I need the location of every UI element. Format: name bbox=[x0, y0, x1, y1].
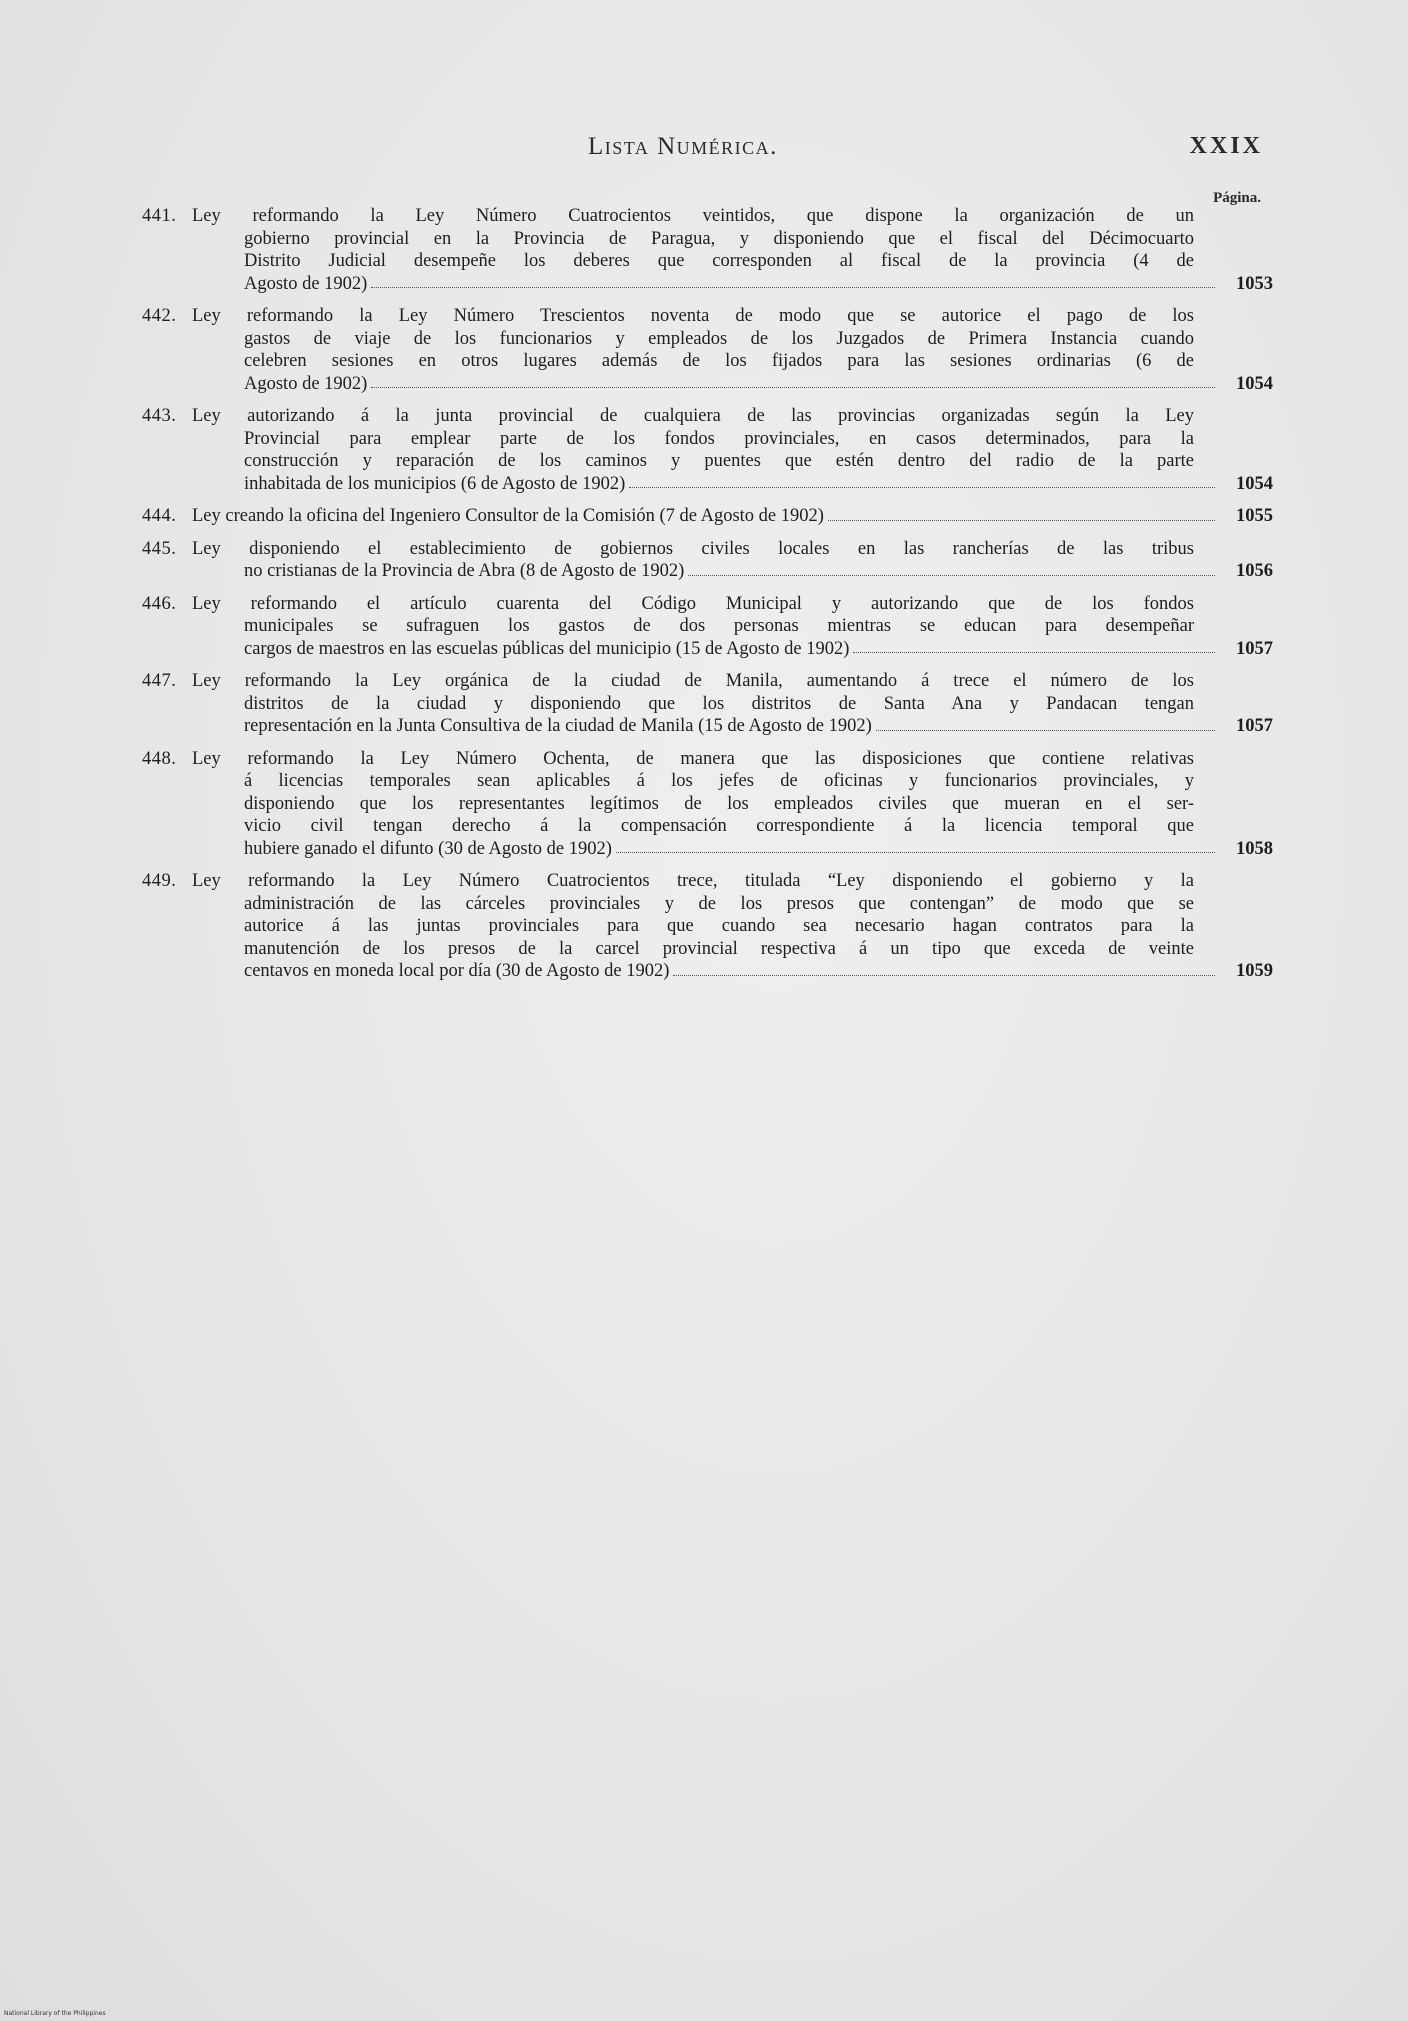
entry-line bbox=[142, 250, 1273, 273]
page-reference: 1053 bbox=[1236, 273, 1273, 294]
entry-line bbox=[142, 505, 1273, 528]
list-item bbox=[142, 593, 1273, 661]
entry-line bbox=[142, 815, 1273, 838]
entry-line bbox=[142, 748, 1273, 771]
page-reference: 1056 bbox=[1236, 561, 1273, 581]
dot-leader bbox=[371, 287, 1215, 288]
entry-text: Agosto de 1902) bbox=[244, 373, 368, 394]
running-title: Lista Numérica. bbox=[588, 133, 778, 160]
entry-number: 449. bbox=[142, 871, 177, 891]
entry-list bbox=[142, 205, 1273, 993]
entry-line bbox=[142, 450, 1273, 473]
entry-line bbox=[142, 373, 1273, 396]
entry-text: construcción y reparación de los caminos y puentes que estén dentro del radio de la parte bbox=[244, 451, 1194, 471]
entry-line bbox=[142, 960, 1273, 983]
entry-number: 443. bbox=[142, 406, 177, 426]
list-item bbox=[142, 538, 1273, 583]
entry-text: vicio civil tengan derecho á la compensación correspondiente á la licencia temporal que bbox=[244, 816, 1194, 836]
entry-text: Ley autorizando á la junta provincial de cualquiera de las provincias organizadas según la Ley bbox=[192, 406, 1194, 426]
entry-text: á licencias temporales sean aplicables á los jefes de oficinas y funcionarios provinciales, y bbox=[244, 771, 1194, 791]
entry-number: 448. bbox=[142, 748, 177, 769]
entry-line bbox=[142, 770, 1273, 793]
entry-line bbox=[142, 350, 1273, 373]
entry-number: 444. bbox=[142, 506, 177, 526]
entry-text: gobierno provincial en la Provincia de Paragua, y disponiendo que el fiscal del Décimocuarto bbox=[244, 228, 1194, 249]
entry-line bbox=[142, 615, 1273, 638]
entry-text: disponiendo que los representantes legítimos de los empleados civiles que mueran en el ser- bbox=[244, 793, 1194, 814]
list-item bbox=[142, 305, 1273, 395]
entry-text: no cristianas de la Provincia de Abra (8 de Agosto de 1902) bbox=[244, 561, 685, 581]
entry-line bbox=[142, 473, 1273, 496]
entry-text: Agosto de 1902) bbox=[244, 273, 368, 294]
page-reference: 1054 bbox=[1236, 373, 1273, 394]
entry-text: Ley disponiendo el establecimiento de gobiernos civiles locales en las rancherías de las tribus bbox=[192, 538, 1194, 559]
entry-line bbox=[142, 405, 1273, 428]
entry-line bbox=[142, 538, 1273, 561]
entry-number: 447. bbox=[142, 671, 177, 691]
page-number: XXIX bbox=[1189, 133, 1263, 159]
dot-leader bbox=[629, 487, 1215, 488]
list-item bbox=[142, 505, 1273, 528]
dot-leader bbox=[688, 575, 1215, 576]
entry-line bbox=[142, 793, 1273, 816]
entry-line bbox=[142, 893, 1273, 916]
entry-line bbox=[142, 560, 1273, 583]
entry-text: autorice á las juntas provinciales para que cuando sea necesario hagan contratos para la bbox=[244, 916, 1194, 936]
entry-text: Ley reformando la Ley Número Trescientos noventa de modo que se autorice el pago de los bbox=[192, 306, 1194, 326]
list-item bbox=[142, 670, 1273, 738]
page-reference: 1054 bbox=[1236, 473, 1273, 494]
entry-line bbox=[142, 205, 1273, 228]
entry-text: Provincial para emplear parte de los fondos provinciales, en casos determinados, para la bbox=[244, 428, 1194, 449]
entry-text: centavos en moneda local por día (30 de Agosto de 1902) bbox=[244, 961, 670, 981]
entry-text: inhabitada de los municipios (6 de Agosto de 1902) bbox=[244, 473, 626, 494]
page-reference: 1059 bbox=[1236, 961, 1273, 981]
dot-leader bbox=[876, 730, 1215, 731]
page-reference: 1057 bbox=[1236, 716, 1273, 736]
entry-line bbox=[142, 870, 1273, 893]
entry-number: 441. bbox=[142, 206, 177, 226]
entry-line bbox=[142, 328, 1273, 351]
entry-text: Ley reformando la Ley orgánica de la ciudad de Manila, aumentando á trece el número de los bbox=[192, 671, 1194, 691]
dot-leader bbox=[616, 852, 1215, 853]
entry-line bbox=[142, 715, 1273, 738]
entry-line bbox=[142, 693, 1273, 716]
page-reference: 1055 bbox=[1236, 506, 1273, 526]
entry-text: Ley reformando la Ley Número Cuatrocientos veintidos, que dispone la organización de un bbox=[192, 206, 1194, 226]
entry-number: 442. bbox=[142, 306, 177, 326]
entry-text: Ley reformando la Ley Número Cuatrocientos trece, titulada “Ley disponiendo el gobierno y la bbox=[192, 871, 1194, 891]
entry-line bbox=[142, 638, 1273, 661]
entry-text: gastos de viaje de los funcionarios y empleados de los Juzgados de Primera Instancia cuando bbox=[244, 328, 1194, 349]
page-reference: 1058 bbox=[1236, 838, 1273, 859]
footer-credit: National Library of the Philippines bbox=[4, 2010, 106, 2017]
entry-line bbox=[142, 428, 1273, 451]
entry-line bbox=[142, 273, 1273, 296]
entry-text: Ley reformando la Ley Número Ochenta, de manera que las disposiciones que contiene relativas bbox=[192, 748, 1194, 769]
entry-text: administración de las cárceles provinciales y de los presos que contengan” de modo que se bbox=[244, 893, 1194, 914]
entry-line bbox=[142, 228, 1273, 251]
entry-number: 446. bbox=[142, 593, 177, 614]
entry-text: distritos de la ciudad y disponiendo que los distritos de Santa Ana y Pandacan tengan bbox=[244, 693, 1194, 714]
entry-line bbox=[142, 838, 1273, 861]
entry-text: manutención de los presos de la carcel provincial respectiva á un tipo que exceda de veinte bbox=[244, 938, 1194, 959]
list-item bbox=[142, 748, 1273, 861]
entry-text: cargos de maestros en las escuelas públicas del municipio (15 de Agosto de 1902) bbox=[244, 638, 850, 659]
page-reference: 1057 bbox=[1236, 638, 1273, 659]
entry-number: 445. bbox=[142, 538, 177, 559]
list-item bbox=[142, 205, 1273, 295]
entry-text: Distrito Judicial desempeñe los deberes que corresponden al fiscal de la provincia (4 de bbox=[244, 251, 1194, 271]
entry-text: representación en la Junta Consultiva de la ciudad de Manila (15 de Agosto de 1902) bbox=[244, 716, 872, 736]
page-header bbox=[0, 133, 1408, 173]
dot-leader bbox=[828, 520, 1215, 521]
entry-line bbox=[142, 670, 1273, 693]
entry-text: Ley reformando el artículo cuarenta del Código Municipal y autorizando que de los fondos bbox=[192, 593, 1194, 614]
column-label-pagina: Página. bbox=[1213, 190, 1261, 206]
entry-text: hubiere ganado el difunto (30 de Agosto de 1902) bbox=[244, 838, 612, 859]
entry-text: Ley creando la oficina del Ingeniero Consultor de la Comisión (7 de Agosto de 1902) bbox=[192, 506, 824, 526]
entry-line bbox=[142, 938, 1273, 961]
entry-text: municipales se sufraguen los gastos de dos personas mientras se educan para desempeñar bbox=[244, 616, 1194, 636]
list-item bbox=[142, 870, 1273, 983]
entry-line bbox=[142, 305, 1273, 328]
entry-line bbox=[142, 915, 1273, 938]
list-item bbox=[142, 405, 1273, 495]
dot-leader bbox=[371, 387, 1215, 388]
dot-leader bbox=[853, 652, 1215, 653]
entry-text: celebren sesiones en otros lugares además de los fijados para las sesiones ordinarias (6 de bbox=[244, 351, 1194, 371]
dot-leader bbox=[673, 975, 1215, 976]
entry-line bbox=[142, 593, 1273, 616]
